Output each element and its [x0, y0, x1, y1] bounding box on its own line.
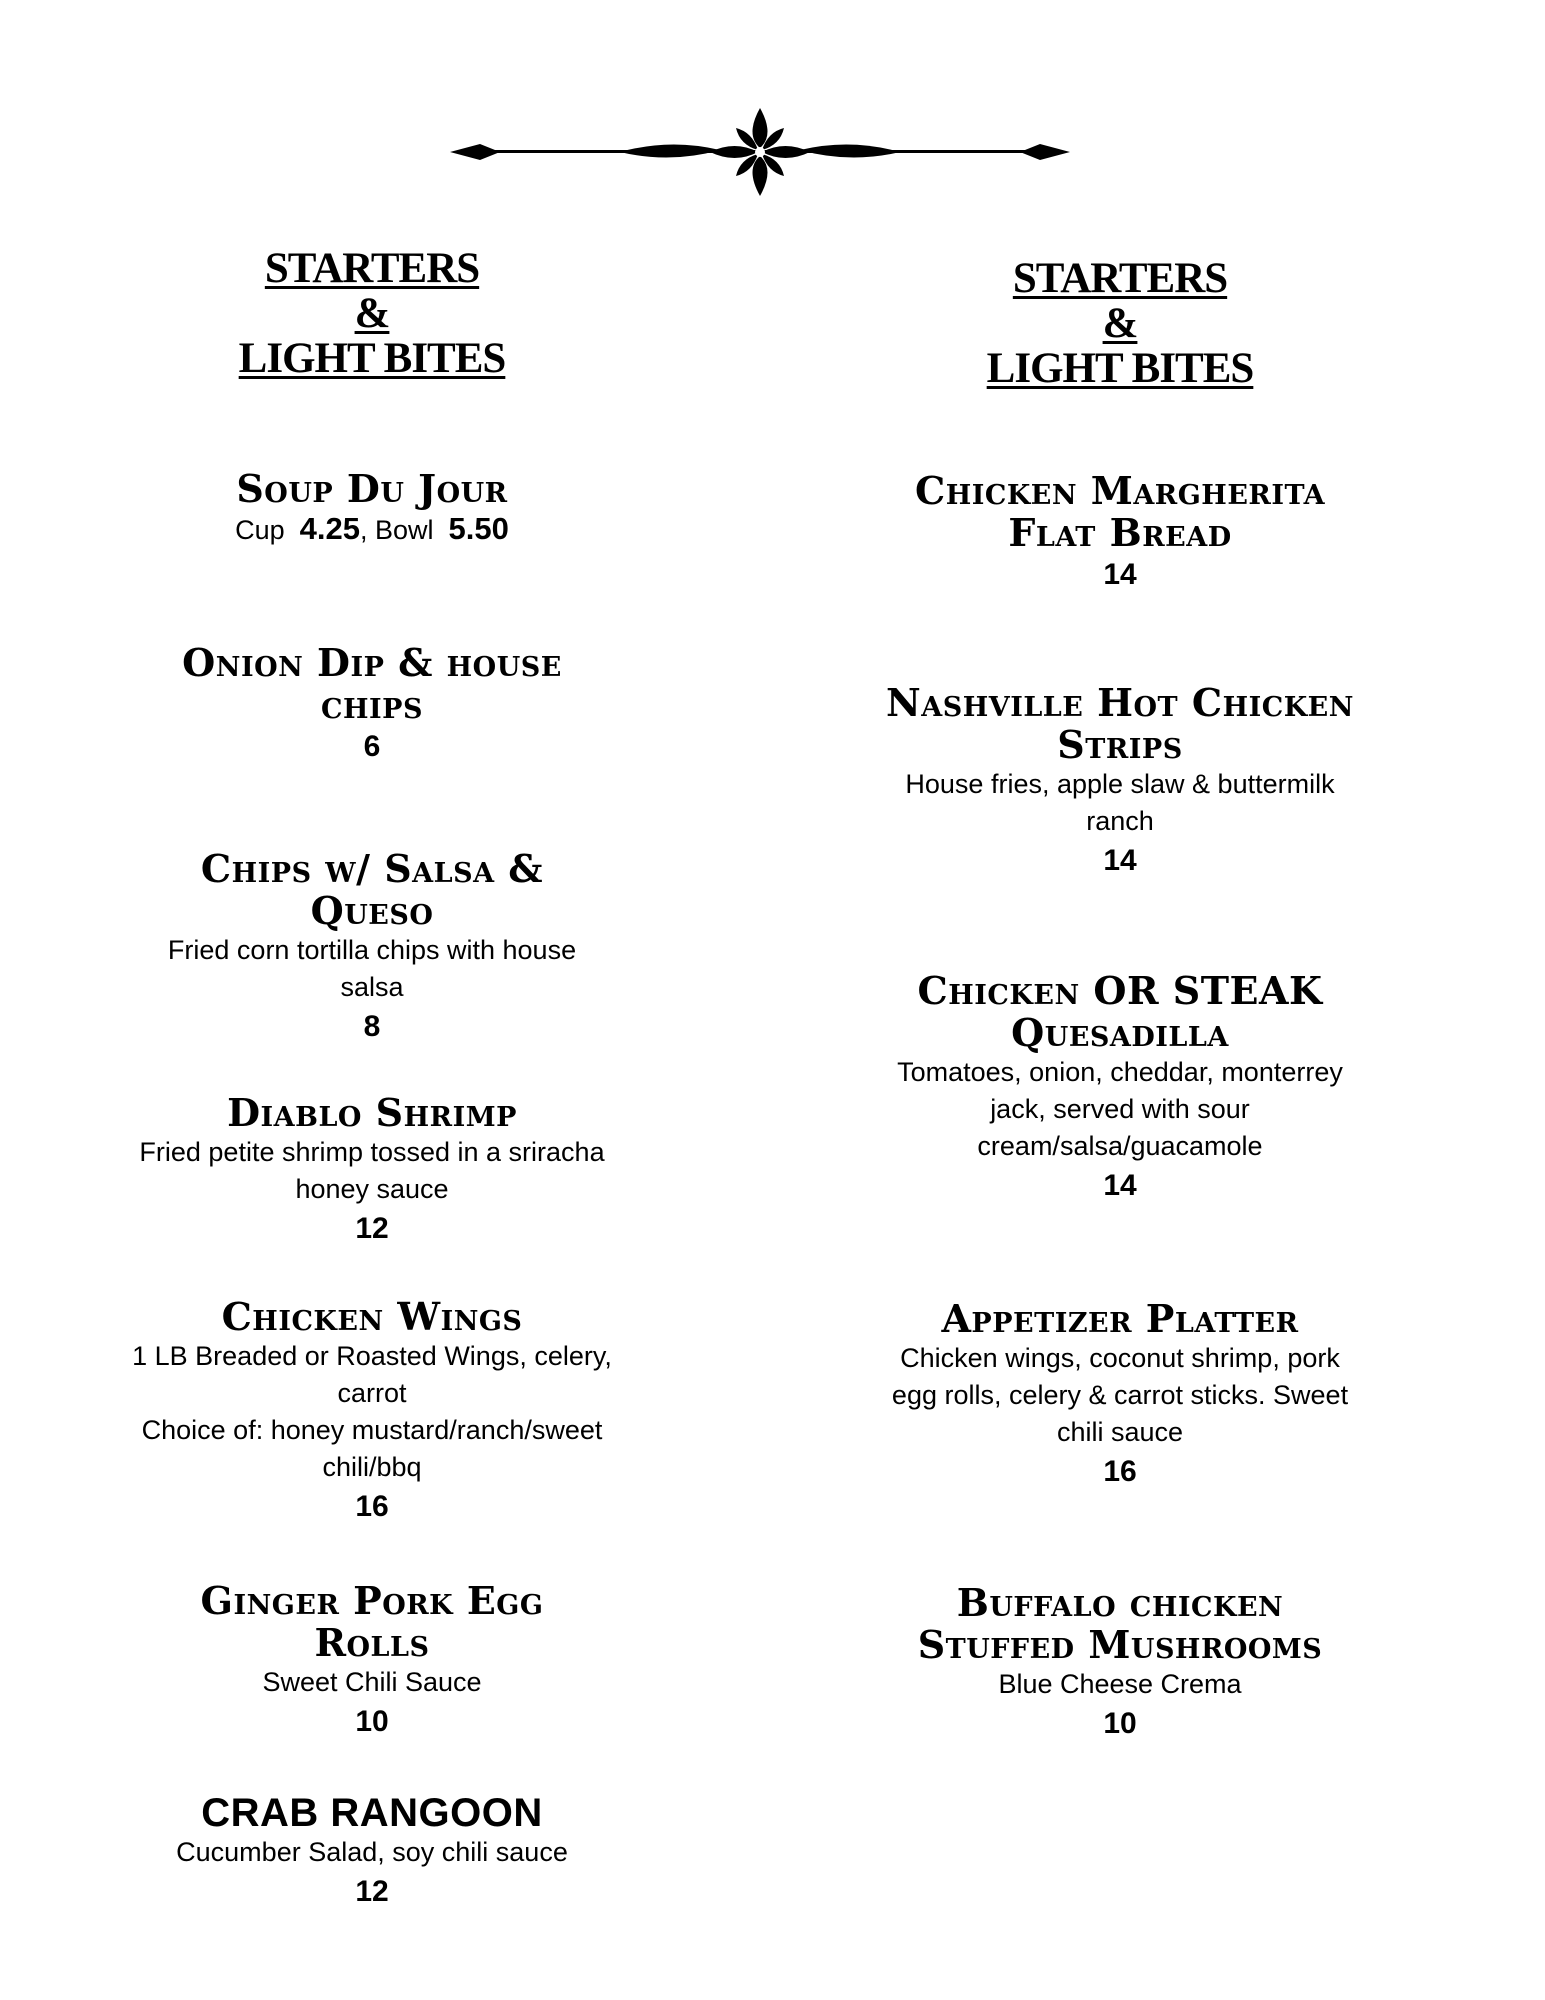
item-price: 10: [1103, 1707, 1137, 1740]
ornament-divider-icon: [440, 100, 1080, 200]
item-price: 10: [355, 1705, 389, 1738]
menu-item-soup: [122, 468, 622, 549]
item-desc: Chicken wings, coconut shrimp, pork egg rolls, celery & carrot sticks. Sweet chili sauce: [891, 1343, 1349, 1447]
menu-item-quesadilla: [870, 970, 1370, 1207]
menu-item-onion-dip: [122, 642, 622, 768]
menu-item-appetizer-platter: [870, 1298, 1370, 1493]
right-heading-line-1: STARTERS: [1012, 255, 1228, 302]
item-desc: Blue Cheese Crema: [998, 1669, 1242, 1699]
left-heading-line-3: LIGHT BITES: [238, 335, 506, 382]
menu-item-chicken-wings: [122, 1296, 622, 1528]
item-name: Chicken Wings: [221, 1294, 523, 1339]
item-price: 6: [363, 730, 381, 763]
menu-item-chips-salsa: [122, 848, 622, 1048]
menu-item-flat-bread: [870, 470, 1370, 596]
item-price: 12: [355, 1875, 389, 1908]
item-name: Chicken OR STEAK Quesadilla: [917, 968, 1323, 1055]
menu-item-nashville-chicken: [850, 682, 1390, 882]
item-price: 8: [363, 1010, 381, 1043]
item-price: 14: [1103, 1169, 1137, 1202]
item-name: Appetizer Platter: [941, 1296, 1299, 1341]
item-price: 16: [1103, 1455, 1137, 1488]
item-desc: Tomatoes, onion, cheddar, monterrey jack, served with sour cream/salsa/guacamole: [897, 1057, 1343, 1161]
menu-item-egg-rolls: [122, 1580, 622, 1743]
item-desc: Fried corn tortilla chips with house salsa: [167, 935, 577, 1002]
item-name: Ginger Pork Egg Rolls: [200, 1578, 544, 1665]
item-name: Nashville Hot Chicken Strips: [886, 680, 1354, 767]
item-desc: Fried petite shrimp tossed in a sriracha honey sauce: [139, 1137, 605, 1204]
item-desc: Cup 4.25, Bowl 5.50: [235, 511, 509, 546]
left-heading-line-1: STARTERS: [264, 245, 480, 292]
item-price: 14: [1103, 844, 1137, 877]
item-desc: Cucumber Salad, soy chili sauce: [176, 1837, 568, 1867]
menu-item-crab-rangoon: [122, 1792, 622, 1913]
item-name: Onion Dip & house chips: [182, 640, 562, 727]
left-section-heading: [172, 246, 572, 381]
right-heading-line-3: LIGHT BITES: [986, 345, 1254, 392]
item-desc-choices: Choice of: honey mustard/ranch/sweet chili/bbq: [141, 1415, 603, 1482]
item-price: 14: [1103, 558, 1137, 591]
item-desc: 1 LB Breaded or Roasted Wings, celery, carrot: [132, 1341, 612, 1408]
item-desc: House fries, apple slaw & buttermilk ranch: [905, 769, 1335, 836]
right-heading-line-2: &: [1102, 300, 1138, 347]
item-name: Buffalo chicken Stuffed Mushrooms: [917, 1580, 1323, 1667]
item-name: Soup Du Jour: [236, 466, 508, 511]
item-name: Chicken Margherita Flat Bread: [914, 468, 1326, 555]
item-name: Chips w/ Salsa & Queso: [200, 846, 544, 933]
item-price: 16: [355, 1490, 389, 1523]
item-name: Diablo Shrimp: [227, 1090, 517, 1135]
right-section-heading: [920, 256, 1320, 391]
item-name: CRAB RANGOON: [201, 1791, 543, 1835]
item-desc: Sweet Chili Sauce: [262, 1667, 482, 1697]
menu-item-stuffed-mushrooms: [870, 1582, 1370, 1745]
menu-item-diablo-shrimp: [122, 1092, 622, 1250]
left-heading-line-2: &: [354, 290, 390, 337]
item-price: 12: [355, 1212, 389, 1245]
